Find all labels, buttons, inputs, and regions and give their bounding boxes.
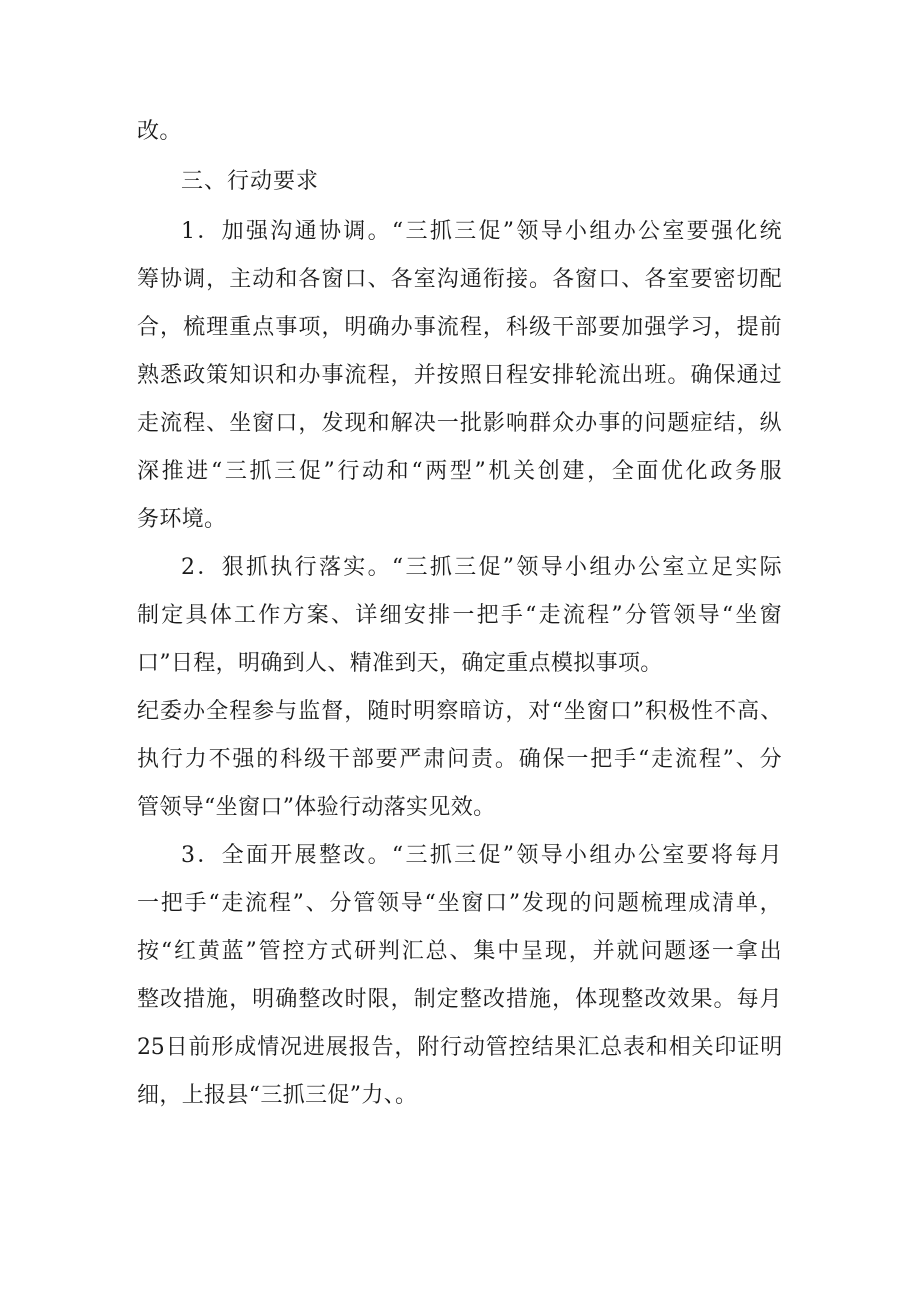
- paragraph-3-line-6: 细，上报县“三抓三促”力、。: [137, 1083, 418, 1108]
- paragraph-1-line-2: 筹协调，主动和各窗口、各室沟通衔接。各窗口、各室要密切配: [137, 267, 782, 292]
- section-heading: 三、行动要求: [181, 169, 320, 194]
- paragraph-1-line-3: 合，梳理重点事项，明确办事流程，科级干部要加强学习，提前: [137, 315, 782, 340]
- paragraph-1-line-4: 熟悉政策知识和办事流程，并按照日程安排轮流出班。确保通过: [137, 363, 782, 388]
- paragraph-2-line-3: 口”日程，明确到人、精准到天，确定重点模拟事项。: [137, 651, 663, 676]
- paragraph-3-line-4: 整改措施，明确整改时限，制定整改措施，体现整改效果。每月: [137, 987, 782, 1012]
- paragraph-1-line-5: 走流程、坐窗口，发现和解决一批影响群众办事的问题症结，纵: [137, 411, 782, 436]
- paragraph-1-line-1: 1．加强沟通协调。“三抓三促”领导小组办公室要强化统: [181, 219, 782, 244]
- paragraph-tail-line: 改。: [137, 119, 182, 144]
- paragraph-2-line-5: 执行力不强的科级干部要严肃问责。确保一把手“走流程”、分: [137, 747, 782, 772]
- paragraph-3-line-2: 一把手“走流程”、分管领导“坐窗口”发现的问题梳理成清单，: [137, 891, 782, 916]
- paragraph-1-line-7: 务环境。: [137, 507, 227, 532]
- paragraph-1-line-6: 深推进“三抓三促”行动和“两型”机关创建，全面优化政务服: [137, 459, 782, 484]
- paragraph-2-line-2: 制定具体工作方案、详细安排一把手“走流程”分管领导“坐窗: [137, 603, 782, 628]
- paragraph-2-line-6: 管领导“坐窗口”体验行动落实见效。: [137, 795, 496, 820]
- paragraph-3-line-1: 3．全面开展整改。“三抓三促”领导小组办公室要将每月: [181, 843, 782, 868]
- paragraph-2-line-1: 2．狠抓执行落实。“三抓三促”领导小组办公室立足实际: [181, 555, 782, 580]
- paragraph-3-line-3: 按“红黄蓝”管控方式研判汇总、集中呈现，并就问题逐一拿出: [137, 939, 782, 964]
- paragraph-3-line-5: 25日前形成情况进展报告，附行动管控结果汇总表和相关印证明: [137, 1035, 782, 1060]
- paragraph-2-line-4: 纪委办全程参与监督，随时明察暗访，对“坐窗口”积极性不高、: [137, 699, 782, 724]
